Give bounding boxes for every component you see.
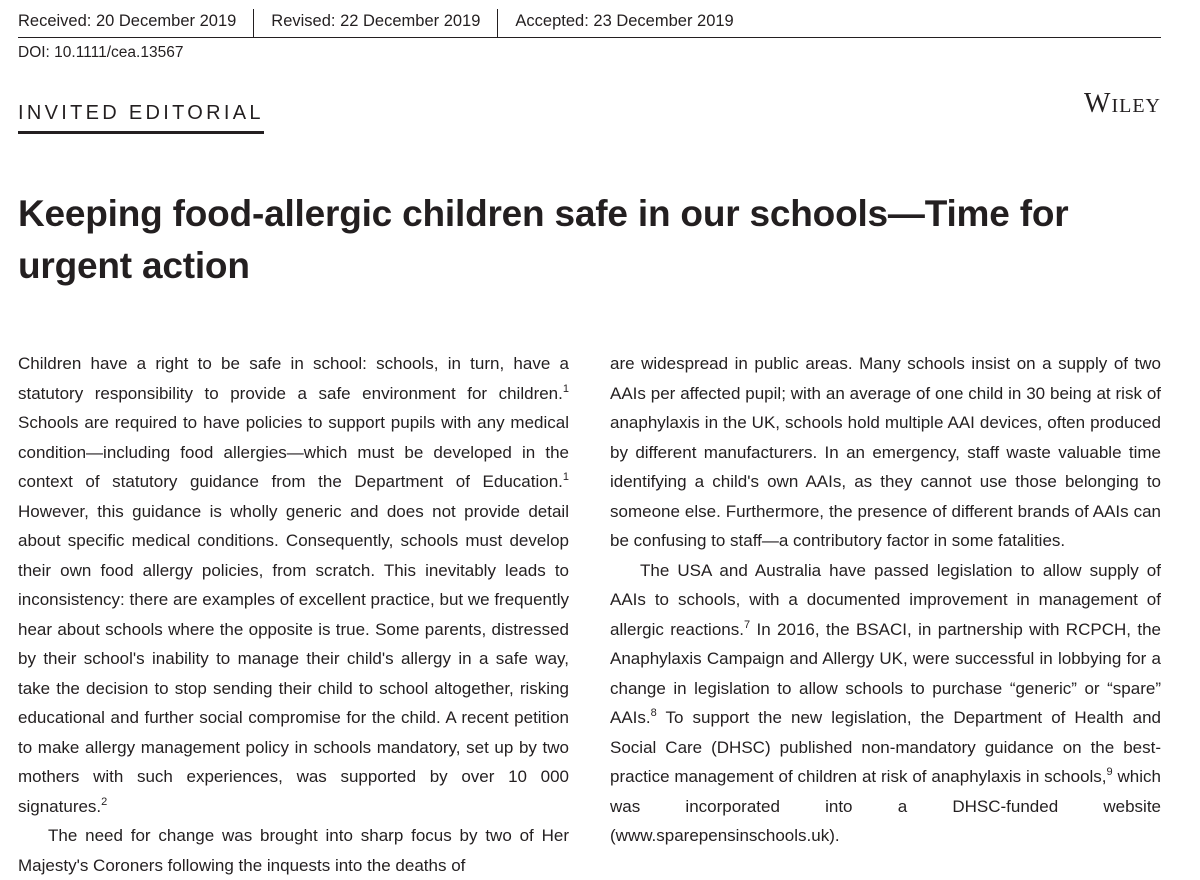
text: are widespread in public areas. Many schools insist on a supply of two AAIs per affected pupil; with an average of one child in 30 being at risk of anaphylaxis in the UK, schools hold multiple AAI devices, often produced by different manufacturers. In an emergency, staff waste valuable time identifying a child's own AAIs, as they cannot use those belonging to someone else. Furthermore, the presence of different brands of AAIs can be confusing to staff—a contributory factor in some fatalities. (610, 354, 1161, 550)
text: The USA and Australia have passed legislation to allow supply of AAIs to schools, with a documented improvement in management of allergic reactions. (610, 560, 1161, 639)
paragraph (18, 349, 569, 821)
reference-link[interactable]: 2 (101, 795, 108, 808)
body-column-right (610, 349, 1161, 851)
text: which was incorporated into a DHSC-funded website (www.sparepensinschools.uk). (610, 767, 1161, 845)
text: However, this guidance is wholly generic and does not provide detail about specific medical conditions. Consequently, schools must develop their own food allergy policies, from scratch. This inevitably leads to inconsistency: there are examples of excellent practice, but we frequently hear about schools where the opposite is true. Some parents, distressed by their school's inability to manage their child's allergy in a safe way, take the decision to stop sending their child to school altogether, risking educational and further social compromise for the child. A recent petition to make allergy management policy in schools mandatory, set up by two mothers with such experiences, was supported by over 10 000 signatures. (18, 501, 569, 816)
body-column-left (18, 349, 569, 880)
revised-date: Revised: 22 December 2019 (254, 9, 498, 37)
text: The need for change was brought into sharp focus by two of Her Majesty's Coroners following the inquests into the deaths of (18, 826, 569, 875)
reference-link[interactable]: 1 (562, 382, 569, 395)
paragraph (610, 349, 1161, 556)
reference-link[interactable]: 8 (650, 707, 657, 719)
doi[interactable]: DOI: 10.1111/cea.13567 (18, 44, 184, 61)
section-label: INVITED EDITORIAL (18, 102, 264, 134)
text: To support the new legislation, the Department of Health and Social Care (DHSC) published non-mandatory guidance on the best-practice management of children at risk of anaphylaxis in schools, (610, 708, 1161, 786)
article-title: Keeping food-allergic children safe in our schools—Time for urgent action (18, 193, 1069, 286)
reference-link[interactable]: 9 (1106, 766, 1113, 778)
received-date: Received: 20 December 2019 (18, 9, 254, 37)
paragraph (18, 821, 569, 880)
accepted-date: Accepted: 23 December 2019 (515, 12, 734, 30)
paragraph (610, 556, 1161, 851)
text: In 2016, the BSACI, in partnership with RCPCH, the Anaphylaxis Campaign and Allergy UK, were successful in lobbying for a change in legislation to allow schools to purchase “generic” or “spare” AAIs. (610, 619, 1161, 727)
text: Schools are required to have policies to support pupils with any medical condition—including food allergies—which must be developed in the context of statutory guidance from the Department of Education. (18, 413, 569, 491)
text: Children have a right to be safe in school: schools, in turn, have a statutory responsibility to provide a safe environment for children. (18, 354, 569, 403)
reference-link[interactable]: 1 (562, 471, 569, 483)
article-history (18, 9, 1161, 38)
publisher-logo: Wiley (1084, 88, 1161, 119)
reference-link[interactable]: 7 (743, 618, 751, 631)
